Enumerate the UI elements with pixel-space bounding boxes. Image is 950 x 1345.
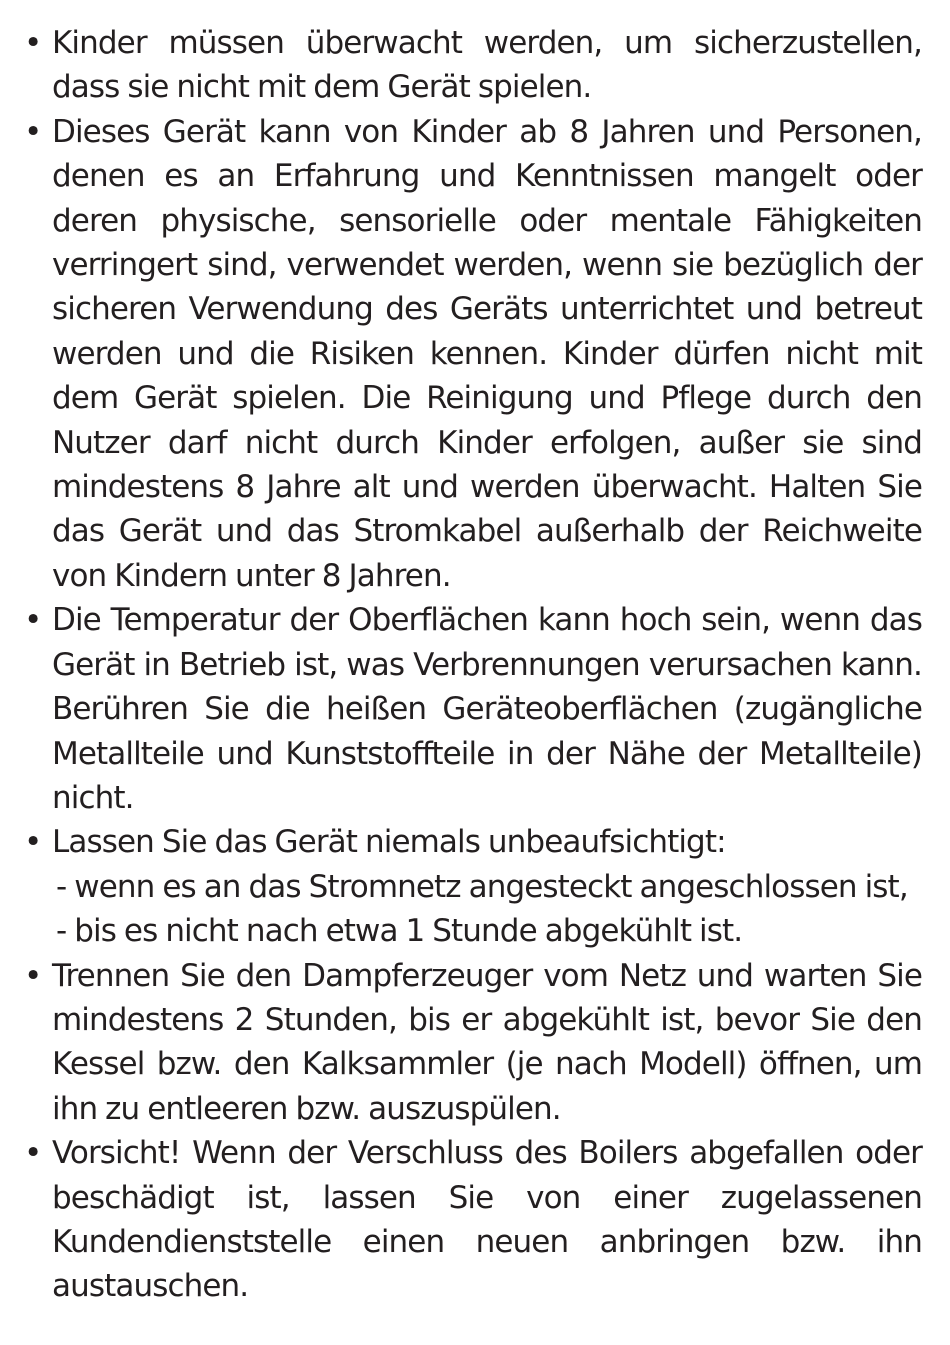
list-item-text: Lassen Sie das Gerät niemals unbeaufsichtigt: [52,824,726,861]
list-item-text: Trennen Sie den Dampferzeuger vom Netz und warten Sie mindestens 2 Stunden, bis er abgekühlt ist, bevor Sie den Kessel bzw. den Kalksammler (je nach Modell) öffnen, um ihn zu entleeren bzw. auszuspülen. [52,957,922,1127]
list-item [22,1131,922,1309]
list-item [22,820,922,953]
list-item [22,110,922,598]
list-item-text: Die Temperatur der Oberflächen kann hoch sein, wenn das Gerät in Betrieb ist, was Verbrennungen verursachen kann. Berühren Sie die heißen Geräteoberflächen (zugängliche Metallteile und Kunststoffteile in der Nähe der Metallteile) nicht. [52,602,922,816]
sub-list-item: - wenn es an das Stromnetz angesteckt angeschlossen ist, [56,868,908,905]
safety-instructions-list [22,21,922,1309]
list-item-text: Dieses Gerät kann von Kinder ab 8 Jahren und Personen, denen es an Erfahrung und Kenntnissen mangelt oder deren physische, sensorielle oder mentale Fähigkeiten verringert sind, verwendet werden, wenn sie bezüglich der sicheren Verwendung des Geräts unterrichtet und betreut werden und die Risiken kennen. Kinder dürfen nicht mit dem Gerät spielen. Die Reinigung und Pflege durch den Nutzer darf nicht durch Kinder erfolgen, außer sie sind mindestens 8 Jahre alt und werden überwacht. Halten Sie das Gerät und das Stromkabel außerhalb der Reichweite von Kindern unter 8 Jahren. [52,113,922,594]
list-item-text: Vorsicht! Wenn der Verschluss des Boilers abgefallen oder beschädigt ist, lassen Sie von einer zugelassenen Kundendienststelle einen neuen anbringen bzw. ihn austauschen. [52,1135,922,1305]
sub-list [52,865,922,954]
list-item-text: Kinder müssen überwacht werden, um sicherzustellen, dass sie nicht mit dem Gerät spielen. [52,25,922,106]
sub-list-item: - bis es nicht nach etwa 1 Stunde abgekühlt ist. [56,913,743,950]
list-item [22,598,922,820]
list-item [22,954,922,1132]
list-item [22,21,922,110]
